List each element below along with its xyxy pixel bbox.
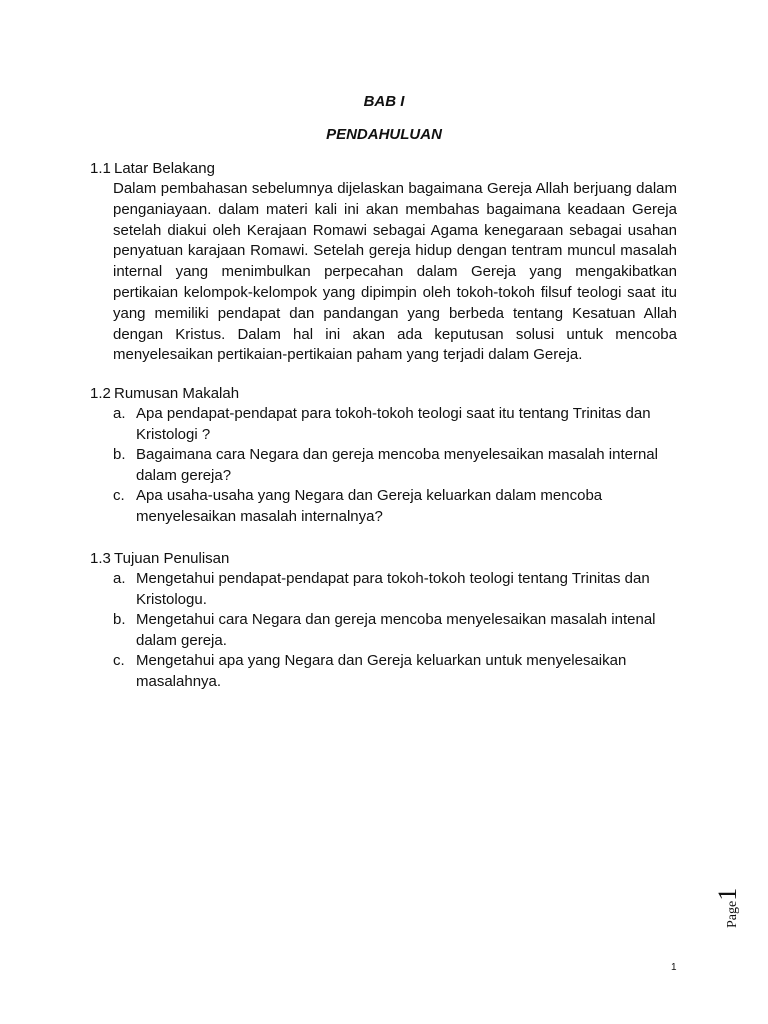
page-word: Page xyxy=(725,900,740,928)
list-item-text: Bagaimana cara Negara dan gereja mencoba menyelesaikan masalah internal dalam gereja? xyxy=(136,446,658,484)
chapter-title: PENDAHULUAN xyxy=(326,126,442,143)
list-marker: c. xyxy=(113,652,125,670)
list-item xyxy=(113,610,683,651)
background-paragraph: Dalam pembahasan sebelumnya dijelaskan bagaimana Gereja Allah berjuang dalam penganiayaan. dalam materi kali ini akan membahas bagaimana keadaan Gereja setelah diakui oleh Kerajaan Romawi sebagai Agama kenegaraan sebagai usahan penyatuan karajaan Romawi. Setelah gereja hidup dengan tentram muncul masalah internal yang menimbulkan perpecahan dalam Gereja yang mengakibatkan pertikaian kelompok-kelompok yang dipimpin oleh tokoh-tokoh filsuf teologi saat itu yang memiliki pendapat dan pandangan yang berbeda tentang Kesatuan Allah dengan Kristus. Dalam hal ini akan ada keputusan solusi untuk mencoba menyelesaikan pertikaian-pertikaian paham yang terjadi dalam Gereja. xyxy=(113,180,677,364)
list-item xyxy=(113,445,683,486)
list-item-text: Apa usaha-usaha yang Negara dan Gereja keluarkan dalam mencoba menyelesaikan masalah internalnya? xyxy=(136,487,603,525)
section-heading-1-1 xyxy=(90,159,215,179)
section-number: 1.2 xyxy=(90,385,111,402)
section-title: Latar Belakang xyxy=(114,160,215,177)
section-title: Tujuan Penulisan xyxy=(114,550,230,567)
side-page-number: 1 xyxy=(713,887,742,901)
list-marker: b. xyxy=(113,611,126,629)
list-marker: a. xyxy=(113,570,126,587)
list-item-text: Mengetahui cara Negara dan gereja mencoba menyelesaikan masalah intenal dalam gereja. xyxy=(136,611,656,649)
list-item xyxy=(113,651,683,692)
list-item-text: Mengetahui pendapat-pendapat para tokoh-tokoh teologi tentang Trinitas dan Kristologu. xyxy=(136,570,650,608)
objectives-list xyxy=(113,569,683,693)
list-marker: a. xyxy=(113,405,126,422)
section-number: 1.1 xyxy=(90,160,111,177)
section-number: 1.3 xyxy=(90,550,111,567)
chapter-label: BAB I xyxy=(363,93,405,110)
problem-list xyxy=(113,404,683,528)
section-heading-1-2 xyxy=(90,384,239,404)
list-item-text: Mengetahui apa yang Negara dan Gereja keluarkan untuk menyelesaikan masalahnya. xyxy=(136,652,627,690)
list-item xyxy=(113,486,683,527)
list-item xyxy=(113,569,683,610)
list-marker: b. xyxy=(113,446,126,464)
section-heading-1-3 xyxy=(90,549,229,569)
list-item xyxy=(113,404,683,445)
list-item-text: Apa pendapat-pendapat para tokoh-tokoh teologi saat itu tentang Trinitas dan Kristologi ? xyxy=(136,405,651,443)
footer-page-number: 1 xyxy=(671,962,677,973)
list-marker: c. xyxy=(113,487,125,505)
side-page-label xyxy=(713,878,743,928)
section-title: Rumusan Makalah xyxy=(114,385,240,402)
